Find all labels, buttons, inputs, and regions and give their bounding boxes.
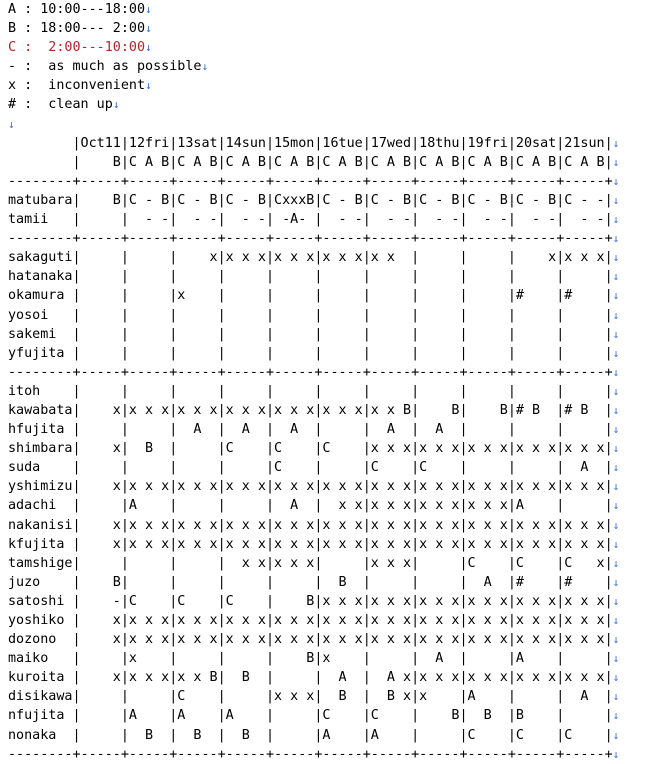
- line-end-arrow-icon: ↓: [612, 213, 620, 227]
- line-end-arrow-icon: ↓: [612, 537, 620, 551]
- line-end-arrow-icon: ↓: [612, 633, 620, 647]
- schedule-line: [8, 172, 619, 191]
- line-text: yoshiko | x|x x x|x x x|x x x|x x x|x x x|x x x|x x x|x x x|x x x|x x x|: [8, 613, 613, 628]
- line-text: # : clean up: [8, 97, 113, 113]
- schedule-line: [8, 57, 619, 76]
- schedule-line: [8, 248, 619, 267]
- line-text: C : 2:00---10:00: [8, 40, 146, 56]
- schedule-line: [8, 38, 619, 57]
- schedule-line: [8, 191, 619, 210]
- schedule-line: [8, 611, 619, 630]
- schedule-line: [8, 496, 619, 515]
- line-end-arrow-icon: ↓: [145, 41, 152, 55]
- line-text: --------+-----+-----+-----+-----+-----+-----+-----+-----+-----+-----+-----+: [8, 746, 613, 762]
- line-text: nonaka | | B | B | B | |A |A | |C |C |C |: [8, 727, 613, 743]
- line-end-arrow-icon: ↓: [612, 709, 620, 723]
- schedule-line: [8, 554, 619, 573]
- schedule-line: [8, 325, 619, 344]
- line-text: --------+-----+-----+-----+-----+-----+-----+-----+-----+-----+-----+-----+: [8, 231, 613, 247]
- line-text: nakanisi| x|x x x|x x x|x x x|x x x|x x x|x x x|x x x|x x x|x x x|x x x|: [8, 517, 613, 533]
- schedule-line: [8, 115, 619, 134]
- schedule-line: [8, 649, 619, 668]
- schedule-line: [8, 592, 619, 611]
- line-text: --------+-----+-----+-----+-----+-----+-----+-----+-----+-----+-----+-----+: [8, 364, 613, 380]
- schedule-line: [8, 573, 619, 592]
- line-text: matubara| B|C - B|C - B|C - B|CxxxB|C - B|C - B|C - B|C - B|C - B|C - -|: [8, 192, 613, 208]
- line-end-arrow-icon: ↓: [145, 79, 152, 93]
- line-end-arrow-icon: ↓: [612, 594, 620, 608]
- line-end-arrow-icon: ↓: [612, 403, 620, 417]
- line-end-arrow-icon: ↓: [612, 442, 620, 456]
- line-text: yfujita | | | | | | | | | | | |: [8, 345, 613, 361]
- schedule-line: [8, 668, 619, 687]
- line-text: okamura | | |x | | | | | | |# |# |: [8, 288, 613, 304]
- line-end-arrow-icon: ↓: [612, 499, 620, 513]
- line-end-arrow-icon: ↓: [112, 98, 120, 112]
- schedule-line: [8, 306, 619, 325]
- line-text: yosoi | | | | | | | | | | | |: [8, 307, 613, 323]
- schedule-document: [8, 0, 619, 764]
- line-text: suda | | | | |C | |C |C | | | A |: [8, 460, 613, 476]
- schedule-line: [8, 401, 619, 420]
- line-text: yshimizu| x|x x x|x x x|x x x|x x x|x x x|x x x|x x x|x x x|x x x|x x x|: [8, 479, 613, 495]
- schedule-line: [8, 420, 619, 439]
- line-end-arrow-icon: ↓: [612, 480, 620, 494]
- line-end-arrow-icon: ↓: [612, 384, 620, 398]
- schedule-line: [8, 95, 619, 114]
- line-end-arrow-icon: ↓: [145, 22, 152, 36]
- line-end-arrow-icon: ↓: [612, 556, 620, 570]
- schedule-line: [8, 153, 619, 172]
- schedule-line: [8, 19, 619, 38]
- schedule-line: [8, 477, 619, 496]
- schedule-line: [8, 229, 619, 248]
- line-text: tamii | | - -| - -| - -| -A- | - -| - -| - -| - -| - -| - -|: [8, 212, 613, 228]
- schedule-line: [8, 439, 619, 458]
- line-end-arrow-icon: ↓: [612, 614, 620, 627]
- schedule-line: [8, 267, 619, 286]
- line-text: maiko | |x | | | B|x | | A | |A | |: [8, 651, 613, 667]
- line-text: satoshi | -|C |C |C | B|x x x|x x x|x x x|x x x|x x x|x x x|: [8, 593, 613, 609]
- schedule-line: [8, 363, 619, 382]
- schedule-line: [8, 210, 619, 229]
- line-end-arrow-icon: ↓: [612, 232, 620, 246]
- line-end-arrow-icon: ↓: [612, 365, 620, 379]
- schedule-line: [8, 516, 619, 535]
- line-end-arrow-icon: ↓: [612, 289, 620, 303]
- line-end-arrow-icon: ↓: [612, 728, 620, 742]
- line-end-arrow-icon: ↓: [612, 346, 620, 360]
- line-end-arrow-icon: ↓: [612, 747, 620, 761]
- line-text: sakaguti| | | x|x x x|x x x|x x x|x x | | | x|x x x|: [8, 250, 613, 266]
- line-end-arrow-icon: ↓: [612, 155, 620, 169]
- line-text: B : 18:00--- 2:00: [8, 21, 146, 37]
- line-text: adachi | |A | | | A | x x|x x x|x x x|x x x|A | |: [8, 498, 613, 514]
- line-text: hfujita | | | A | A | A | | A | A | | | |: [8, 422, 613, 438]
- line-end-arrow-icon: ↓: [612, 193, 620, 207]
- line-text: |Oct11|12fri|13sat|14sun|15mon|16tue|17wed|18thu|19fri|20sat|21sun|: [8, 135, 613, 151]
- line-end-arrow-icon: ↓: [612, 423, 620, 437]
- line-end-arrow-icon: ↓: [612, 174, 620, 188]
- line-text: disikawa| | |C | |x x x| B | B x|x |A | | A |: [8, 689, 613, 705]
- line-text: - : as much as possible: [8, 59, 202, 75]
- schedule-line: [8, 535, 619, 554]
- schedule-line: [8, 344, 619, 363]
- schedule-line: [8, 286, 619, 305]
- schedule-line: [8, 76, 619, 95]
- line-end-arrow-icon: ↓: [612, 575, 620, 589]
- line-text: kawabata| x|x x x|x x x|x x x|x x x|x x x|x x B| B| B|# B |# B |: [8, 402, 613, 418]
- line-text: --------+-----+-----+-----+-----+-----+-----+-----+-----+-----+-----+-----+: [8, 173, 613, 189]
- line-end-arrow-icon: ↓: [145, 3, 152, 16]
- schedule-line: [8, 687, 619, 706]
- line-end-arrow-icon: ↓: [612, 327, 620, 341]
- schedule-line: [8, 458, 619, 477]
- schedule-line: [8, 630, 619, 649]
- schedule-line: [8, 706, 619, 725]
- line-end-arrow-icon: ↓: [612, 461, 620, 475]
- line-text: hatanaka| | | | | | | | | | | |: [8, 269, 613, 285]
- line-text: nfujita | |A |A |A | |C |C | B| B |B | |: [8, 708, 613, 724]
- schedule-line: [8, 726, 619, 745]
- line-end-arrow-icon: ↓: [612, 690, 620, 704]
- line-end-arrow-icon: ↓: [612, 671, 620, 685]
- line-text: juzo | B| | | | | B | | | A |# |# |: [8, 574, 613, 590]
- line-end-arrow-icon: ↓: [612, 270, 620, 284]
- line-end-arrow-icon: ↓: [612, 251, 620, 265]
- line-text: kfujita | x|x x x|x x x|x x x|x x x|x x x|x x x|x x x|x x x|x x x|x x x|: [8, 536, 613, 552]
- line-text: A : 10:00---18:00: [8, 2, 146, 17]
- schedule-line: [8, 382, 619, 401]
- schedule-line: [8, 745, 619, 764]
- line-end-arrow-icon: ↓: [612, 518, 620, 532]
- line-text: x : inconvenient: [8, 78, 146, 94]
- line-end-arrow-icon: ↓: [612, 136, 620, 150]
- line-text: dozono | x|x x x|x x x|x x x|x x x|x x x|x x x|x x x|x x x|x x x|x x x|: [8, 632, 613, 648]
- schedule-line: [8, 0, 619, 19]
- schedule-line: [8, 134, 619, 153]
- line-end-arrow-icon: ↓: [201, 60, 209, 74]
- line-text: kuroita | x|x x x|x x B| B | | A | A x|x x x|x x x|x x x|x x x|: [8, 670, 613, 686]
- line-text: | B|C A B|C A B|C A B|C A B|C A B|C A B|C A B|C A B|C A B|C A B|: [8, 154, 613, 170]
- line-text: itoh | | | | | | | | | | | |: [8, 383, 613, 399]
- line-text: tamshige| | | | x x|x x x| |x x x| |C |C |C x|: [8, 555, 613, 571]
- line-text: shimbara| x| B | |C |C |C |x x x|x x x|x x x|x x x|x x x|: [8, 441, 613, 457]
- line-end-arrow-icon: ↓: [612, 308, 620, 322]
- line-end-arrow-icon: ↓: [8, 117, 15, 131]
- line-end-arrow-icon: ↓: [612, 652, 620, 666]
- line-text: sakemi | | | | | | | | | | | |: [8, 326, 613, 342]
